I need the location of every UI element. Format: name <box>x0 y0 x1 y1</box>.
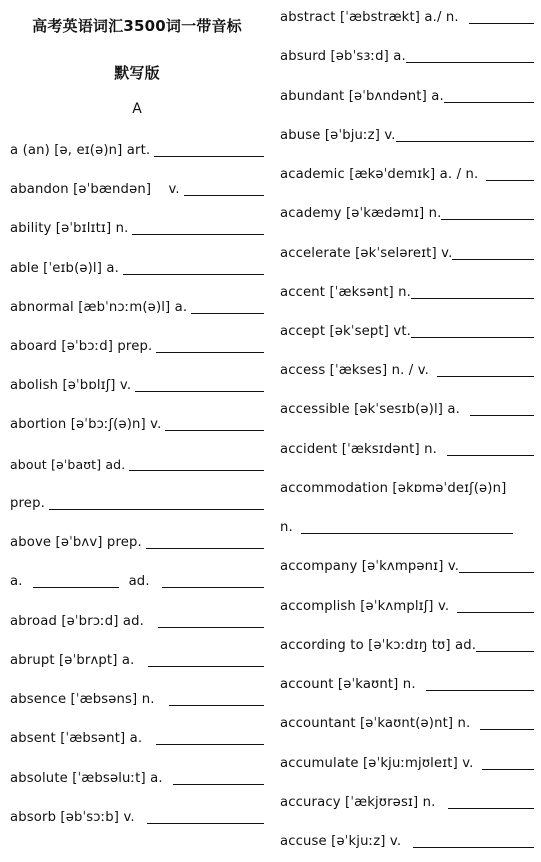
word-entry <box>10 412 264 434</box>
word-entry <box>10 334 264 356</box>
answer-blank[interactable] <box>437 376 534 377</box>
word-entry <box>10 373 264 395</box>
word-text: academy [əˈkædəmɪ] n. <box>280 206 442 221</box>
answer-blank[interactable] <box>191 313 264 314</box>
answer-blank[interactable] <box>469 23 534 24</box>
word-entry <box>280 5 534 27</box>
word-entry <box>280 123 534 145</box>
answer-blank[interactable] <box>148 666 264 667</box>
answer-blank[interactable] <box>426 690 534 691</box>
answer-blank[interactable] <box>447 455 534 456</box>
word-text: above [əˈbʌv] prep. <box>10 535 142 550</box>
answer-blank[interactable] <box>173 784 264 785</box>
answer-blank[interactable] <box>184 195 264 196</box>
word-entry <box>10 256 264 278</box>
word-text: academic [ækəˈdemɪk] a. / n. <box>280 167 479 182</box>
word-text: n. <box>280 520 293 535</box>
answer-blank[interactable] <box>123 274 264 275</box>
answer-blank[interactable] <box>158 627 264 628</box>
answer-blank[interactable] <box>486 180 534 181</box>
section-letter: A <box>132 101 142 117</box>
word-entry <box>280 397 534 419</box>
word-text: ability [əˈbɪlɪtɪ] n. <box>10 221 129 236</box>
word-entry <box>280 241 534 263</box>
word-entry <box>10 530 264 552</box>
word-entry <box>280 672 534 694</box>
word-text: accumulate [əˈkjuːmjʊleɪt] v. <box>280 756 474 771</box>
word-text: absolute [ˈæbsəluːt] a. <box>10 771 163 786</box>
answer-blank[interactable] <box>301 533 513 534</box>
word-entry <box>280 751 534 773</box>
answer-blank[interactable] <box>457 612 534 613</box>
answer-blank[interactable] <box>411 298 534 299</box>
answer-blank[interactable] <box>169 705 264 706</box>
word-entry <box>280 84 534 106</box>
answer-blank[interactable] <box>444 102 534 103</box>
answer-blank[interactable] <box>132 234 264 235</box>
word-entry <box>10 295 264 317</box>
word-text: absence [ˈæbsəns] n. <box>10 692 155 707</box>
word-entry <box>280 829 534 851</box>
word-text: abortion [əˈbɔːʃ(ə)n] v. <box>10 417 162 432</box>
word-text: accuracy [ˈækjʊrəsɪ] n. <box>280 795 436 810</box>
answer-blank[interactable] <box>476 651 534 652</box>
word-text: access [ˈækses] n. / v. <box>280 363 429 378</box>
answer-blank[interactable] <box>49 509 264 510</box>
word-text: absent [ˈæbsənt] a. <box>10 731 143 746</box>
word-entry <box>10 609 264 631</box>
answer-blank[interactable] <box>482 769 534 770</box>
answer-blank[interactable] <box>129 470 264 471</box>
word-entry <box>10 726 264 748</box>
word-entry <box>10 138 264 160</box>
word-entry <box>10 569 264 591</box>
answer-blank[interactable] <box>411 337 534 338</box>
answer-blank[interactable] <box>448 808 535 809</box>
answer-blank[interactable] <box>470 415 534 416</box>
word-entry <box>280 790 534 812</box>
word-text: about [əˈbaʊt] ad. <box>10 457 126 472</box>
word-text: abolish [əˈbɒlɪʃ] v. <box>10 378 132 393</box>
word-text: abundant [əˈbʌndənt] a. <box>280 89 444 104</box>
word-text: absurd [əbˈsɜːd] a. <box>280 49 406 64</box>
word-entry <box>280 437 534 459</box>
answer-blank[interactable] <box>459 572 534 573</box>
word-entry <box>10 766 264 788</box>
word-entry <box>280 162 534 184</box>
word-text: prep. <box>10 496 45 511</box>
word-text: accountant [əˈkaʊnt(ə)nt] n. <box>280 716 471 731</box>
answer-blank[interactable] <box>156 744 264 745</box>
answer-blank[interactable] <box>156 352 264 353</box>
word-text: accuse [əˈkjuːz] v. <box>280 834 402 849</box>
word-entry <box>10 648 264 670</box>
word-text: absorb [əbˈsɔːb] v. <box>10 810 135 825</box>
word-entry <box>10 805 264 827</box>
answer-blank[interactable] <box>154 156 264 157</box>
word-entry <box>10 216 264 238</box>
word-text: accommodation [əkɒməˈdeɪʃ(ə)n] <box>280 481 507 496</box>
word-entry <box>10 491 264 513</box>
word-text: a. <box>10 574 23 589</box>
word-text: accident [ˈæksɪdənt] n. <box>280 442 437 457</box>
word-entry <box>280 358 534 380</box>
answer-blank[interactable] <box>146 548 264 549</box>
answer-blank[interactable] <box>441 219 534 220</box>
answer-blank[interactable] <box>33 587 119 588</box>
answer-blank[interactable] <box>480 729 534 730</box>
answer-blank[interactable] <box>165 430 264 431</box>
word-text: abandon [əˈbændən] v. <box>10 182 180 197</box>
answer-blank[interactable] <box>162 587 264 588</box>
word-entry <box>280 44 534 66</box>
word-entry <box>10 687 264 709</box>
answer-blank[interactable] <box>406 62 534 63</box>
word-text: able [ˈeɪb(ə)l] a. <box>10 261 119 276</box>
word-text: abroad [əˈbrɔːd] ad. <box>10 614 145 629</box>
word-entry <box>280 476 534 498</box>
word-entry <box>280 280 534 302</box>
word-entry <box>280 319 534 341</box>
word-text: account [əˈkaʊnt] n. <box>280 677 416 692</box>
word-text: abrupt [əˈbrʌpt] a. <box>10 653 135 668</box>
word-text: abuse [əˈbjuːz] v. <box>280 128 396 143</box>
word-text: abnormal [æbˈnɔːm(ə)l] a. <box>10 300 188 315</box>
document-title: 高考英语词汇3500词一带音标 <box>32 17 242 35</box>
word-entry <box>280 554 534 576</box>
word-entry <box>280 594 534 616</box>
word-text: according to [əˈkɔːdɪŋ tʊ] ad. <box>280 638 477 653</box>
answer-blank[interactable] <box>135 391 264 392</box>
word-entry <box>280 201 534 223</box>
document-subtitle: 默写版 <box>114 64 160 82</box>
word-entry <box>280 633 534 655</box>
word-entry <box>280 515 534 537</box>
word-text: accessible [əkˈsesɪb(ə)l] a. <box>280 402 460 417</box>
answer-blank[interactable] <box>452 259 534 260</box>
word-entry <box>10 177 264 199</box>
word-entry <box>280 711 534 733</box>
answer-blank[interactable] <box>147 823 264 824</box>
word-text: accelerate [əkˈseləreɪt] v. <box>280 246 453 261</box>
answer-blank[interactable] <box>413 847 534 848</box>
word-text: accept [əkˈsept] vt. <box>280 324 411 339</box>
word-entry <box>10 452 264 474</box>
word-text: accomplish [əˈkʌmplɪʃ] v. <box>280 599 450 614</box>
word-text: a (an) [ə, eɪ(ə)n] art. <box>10 143 151 158</box>
word-text: aboard [əˈbɔːd] prep. <box>10 339 153 354</box>
word-text: accompany [əˈkʌmpənɪ] v. <box>280 559 460 574</box>
word-text: abstract [ˈæbstrækt] a./ n. <box>280 10 459 25</box>
word-text-secondary: ad. <box>128 574 150 589</box>
answer-blank[interactable] <box>396 141 534 142</box>
word-text: accent [ˈæksənt] n. <box>280 285 412 300</box>
